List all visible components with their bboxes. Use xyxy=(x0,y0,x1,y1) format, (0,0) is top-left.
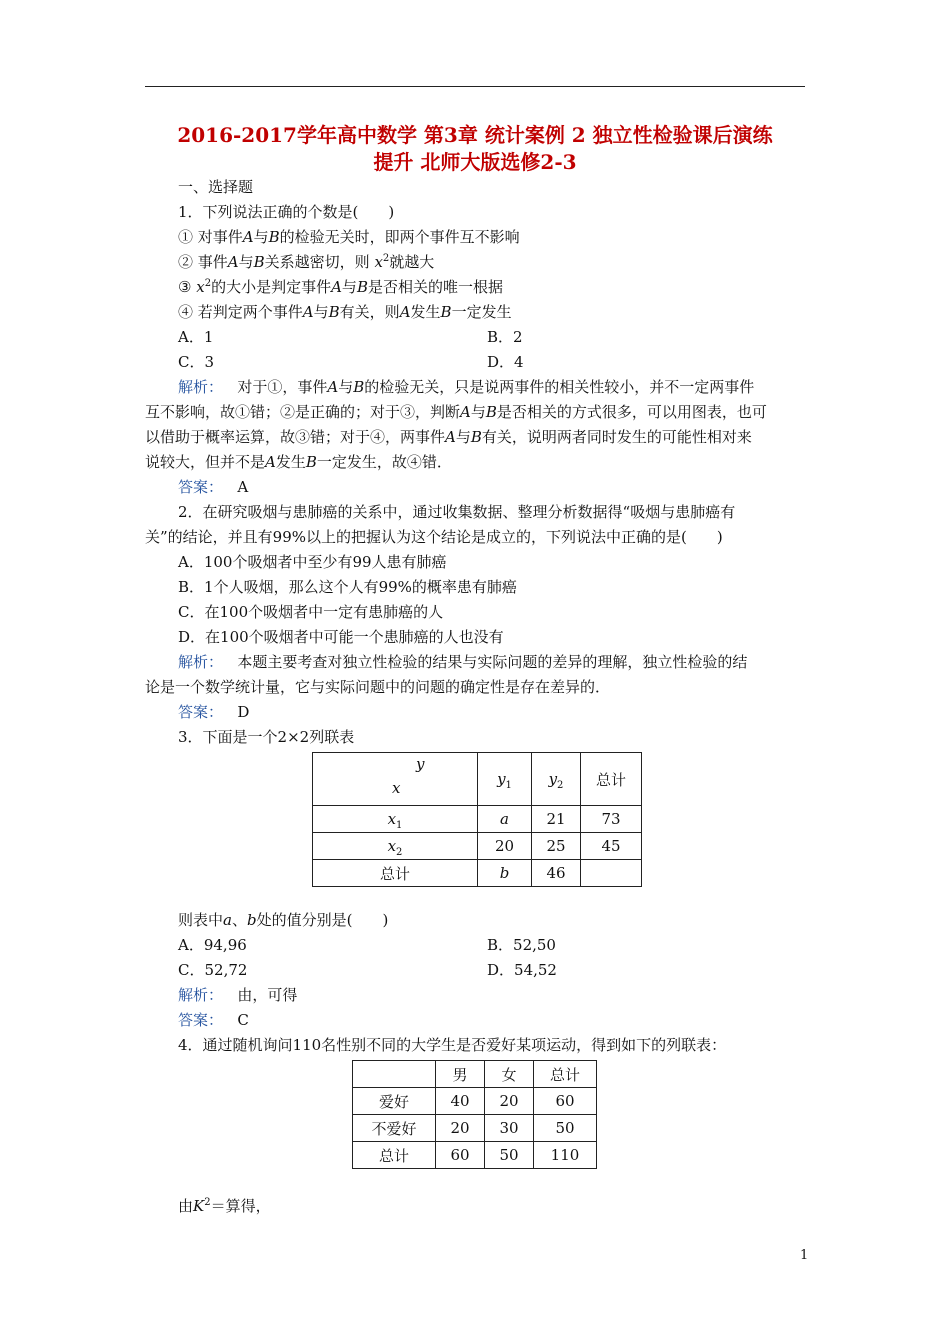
header-rule xyxy=(145,86,805,87)
doc-title-line1: 2016-2017学年高中数学 第3章 统计案例 2 独立性检验课后演练 xyxy=(177,123,773,147)
q1-statement-4: ④ 若判定两个事件A与B有关，则A发生B一定发生 xyxy=(178,303,512,321)
table-cell: 46 xyxy=(532,860,581,887)
q1-statement-3: ③ $x^2$的大小是判定事件A与B是否相关的唯一根据 xyxy=(178,278,503,296)
q1-statement-1: ① 对事件A与B的检验无关时，即两个事件互不影响 xyxy=(178,228,520,246)
q1-analysis-line1: 解析： 对于①，事件A与B的检验无关，只是说两事件的相关性较小，并不一定两事件 xyxy=(178,378,755,396)
q2-stem-line1: 2．在研究吸烟与患肺癌的关系中，通过收集数据、整理分析数据得“吸烟与患肺癌有 xyxy=(178,503,736,521)
q1-option-c: C．3 xyxy=(178,353,215,371)
section-heading: 一、选择题 xyxy=(178,178,254,196)
table-row xyxy=(353,1061,597,1088)
table-cell: 40 xyxy=(436,1088,485,1115)
q3-stem: 3．下面是一个2×2列联表 xyxy=(178,728,355,746)
table-cell: 总计 xyxy=(353,1142,436,1169)
q1-option-b: B．2 xyxy=(487,328,523,346)
table-row xyxy=(313,753,642,806)
table-cell: 30 xyxy=(485,1115,534,1142)
table-cell: 45 xyxy=(581,833,642,860)
table-row xyxy=(353,1115,597,1142)
table-cell: 21 xyxy=(532,806,581,833)
row-total-label: 总计 xyxy=(313,860,478,887)
q1-option-a: A．1 xyxy=(178,328,214,346)
page-number: 1 xyxy=(800,1248,809,1263)
q2-option-c: C．在100个吸烟者中一定有患肺癌的人 xyxy=(178,603,444,621)
table-header-cell: 总计 xyxy=(534,1061,597,1088)
q2-option-d: D．在100个吸烟者中可能一个患肺癌的人也没有 xyxy=(178,628,504,646)
q3-contingency-table xyxy=(312,752,642,887)
q3-question: 则表中a、b处的值分别是( ) xyxy=(178,911,389,929)
q1-option-d: D．4 xyxy=(487,353,524,371)
q3-answer: 答案： C xyxy=(178,1011,249,1029)
table-cell: 60 xyxy=(436,1142,485,1169)
header-y2: $y_2$ xyxy=(532,753,581,806)
q3-option-c: C．52,72 xyxy=(178,961,248,979)
header-y1: $y_1$ xyxy=(478,753,532,806)
q1-analysis-line4: 说较大，但并不是A发生B一定发生，故④错． xyxy=(145,453,452,471)
table-cell: 110 xyxy=(534,1142,597,1169)
table-row xyxy=(313,833,642,860)
q2-analysis-line1: 解析： 本题主要考查对独立性检验的结果与实际问题的差异的理解，独立性检验的结 xyxy=(178,653,748,671)
table-cell xyxy=(581,860,642,887)
q2-stem-line2: 关”的结论，并且有99%以上的把握认为这个结论是成立的，下列说法中正确的是( ) xyxy=(145,528,723,546)
q1-answer: 答案： A xyxy=(178,478,249,496)
doc-title-line2: 提升 北师大版选修2-3 xyxy=(373,150,577,174)
table-row xyxy=(313,860,642,887)
table-header-cell: 女 xyxy=(485,1061,534,1088)
q3-analysis: 解析： 由，可得 xyxy=(178,986,298,1004)
table-header-cell: 男 xyxy=(436,1061,485,1088)
q2-option-a: A．100个吸烟者中至少有99人患有肺癌 xyxy=(178,553,447,571)
table-corner-cell xyxy=(313,753,478,806)
q1-stem: 1．下列说法正确的个数是( ) xyxy=(178,203,395,221)
q1-statement-2: ② 事件A与B关系越密切，则 $x^2$就越大 xyxy=(178,253,435,271)
table-cell: 20 xyxy=(478,833,532,860)
table-cell: 50 xyxy=(485,1142,534,1169)
row-x2-label: $x_2$ xyxy=(313,833,478,860)
q1-analysis-line3: 以借助于概率运算，故③错；对于④，两事件A与B有关，说明两者同时发生的可能性相对来 xyxy=(145,428,752,446)
table-cell: 50 xyxy=(534,1115,597,1142)
table-cell: 20 xyxy=(436,1115,485,1142)
row-x1-label: $x_1$ xyxy=(313,806,478,833)
table-cell: 25 xyxy=(532,833,581,860)
answer-label: 答案： xyxy=(178,478,224,496)
q4-tail: 由$K^2=$算得， xyxy=(178,1197,271,1215)
table-cell: 不爱好 xyxy=(353,1115,436,1142)
table-cell: 73 xyxy=(581,806,642,833)
analysis-label: 解析： xyxy=(178,378,224,396)
corner-y-label: y xyxy=(416,755,425,773)
q4-stem: 4．通过随机询问110名性别不同的大学生是否爱好某项运动，得到如下的列联表： xyxy=(178,1036,727,1054)
q3-option-a: A．94,96 xyxy=(178,936,247,954)
table-cell: 20 xyxy=(485,1088,534,1115)
cell-a: a xyxy=(478,806,532,833)
q2-analysis-line2: 论是一个数学统计量，它与实际问题中的问题的确定性是存在差异的． xyxy=(145,678,611,696)
table-header-cell xyxy=(353,1061,436,1088)
cell-b: b xyxy=(478,860,532,887)
table-row xyxy=(353,1088,597,1115)
table-cell: 60 xyxy=(534,1088,597,1115)
header-total: 总计 xyxy=(581,753,642,806)
table-cell: 爱好 xyxy=(353,1088,436,1115)
q4-contingency-table xyxy=(352,1060,597,1169)
q3-option-b: B．52,50 xyxy=(487,936,556,954)
table-row xyxy=(353,1142,597,1169)
q1-analysis-line2: 互不影响，故①错；②是正确的；对于③，判断A与B是否相关的方式很多，可以用图表，也可 xyxy=(145,403,767,421)
table-row xyxy=(313,806,642,833)
q3-option-d: D．54,52 xyxy=(487,961,557,979)
corner-x-label: x xyxy=(392,779,401,797)
q2-option-b: B．1个人吸烟，那么这个人有99%的概率患有肺癌 xyxy=(178,578,517,596)
q2-answer: 答案： D xyxy=(178,703,250,721)
